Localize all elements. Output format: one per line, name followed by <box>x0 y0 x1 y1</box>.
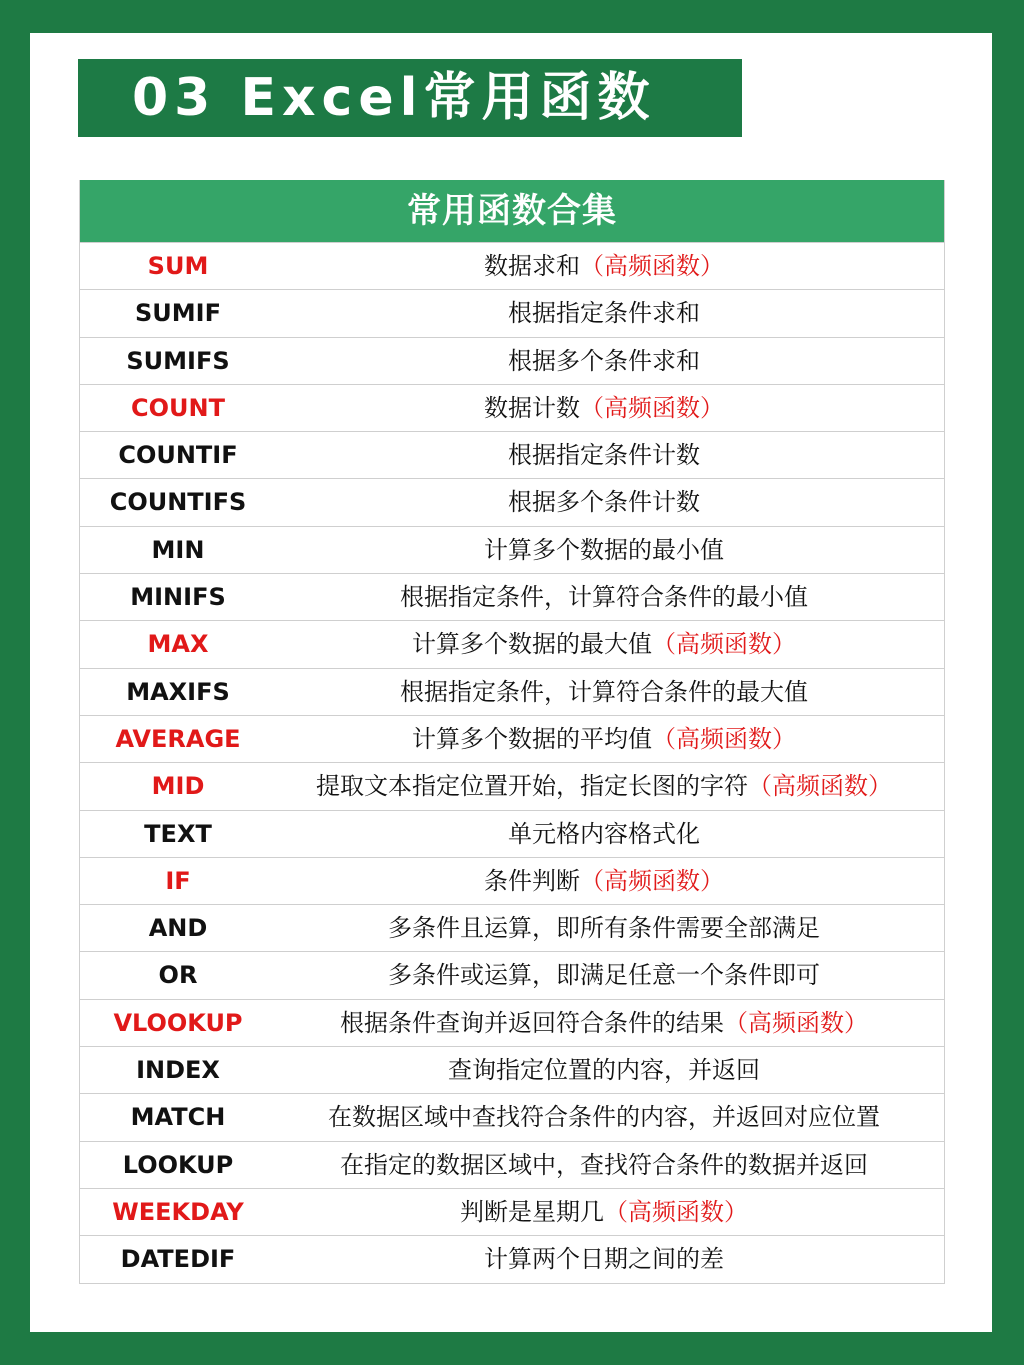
table-row <box>80 951 944 998</box>
description-text: 条件判断 <box>484 866 580 895</box>
function-name: WEEKDAY <box>112 1197 244 1226</box>
page-title: 03 Excel常用函数 <box>78 59 742 137</box>
table-row <box>80 526 944 573</box>
table-row <box>80 337 944 384</box>
function-name: DATEDIF <box>120 1245 236 1274</box>
function-name: SUMIF <box>135 299 221 328</box>
function-name: MINIFS <box>130 583 226 612</box>
function-name: MATCH <box>130 1103 226 1132</box>
function-description <box>276 338 944 384</box>
function-name: COUNT <box>131 393 225 422</box>
table-row <box>80 1188 944 1235</box>
function-description <box>276 385 944 431</box>
table-body <box>80 242 944 1283</box>
high-frequency-tag: （高频函数） <box>724 1008 868 1037</box>
description-text: 计算两个日期之间的差 <box>484 1245 724 1274</box>
description-text: 多条件或运算，即满足任意一个条件即可 <box>388 961 820 990</box>
description-text: 计算多个数据的最大值 <box>412 630 652 659</box>
high-frequency-tag: （高频函数） <box>580 252 724 280</box>
description-text: 计算多个数据的最小值 <box>484 535 724 564</box>
table-row <box>80 431 944 478</box>
table-row <box>80 715 944 762</box>
description-text: 多条件且运算，即所有条件需要全部满足 <box>388 914 820 943</box>
high-frequency-tag: （高频函数） <box>652 630 796 659</box>
description-text: 单元格内容格式化 <box>508 819 700 848</box>
function-description <box>276 905 944 951</box>
function-name: INDEX <box>136 1056 220 1085</box>
description-text: 在数据区域中查找符合条件的内容，并返回对应位置 <box>328 1103 880 1132</box>
table-row <box>80 573 944 620</box>
table-row <box>80 384 944 431</box>
description-text: 查询指定位置的内容，并返回 <box>448 1056 760 1085</box>
function-name: TEXT <box>144 819 212 848</box>
table-row <box>80 1046 944 1093</box>
function-table <box>79 180 945 1284</box>
function-description <box>276 574 944 620</box>
function-description <box>276 243 944 289</box>
function-description <box>276 621 944 667</box>
table-row <box>80 857 944 904</box>
function-description <box>276 479 944 525</box>
function-description <box>276 1047 944 1093</box>
function-description <box>276 1189 944 1235</box>
function-name: COUNTIF <box>118 441 238 470</box>
table-row <box>80 242 944 289</box>
function-name: SUM <box>147 252 209 280</box>
function-description <box>276 952 944 998</box>
description-text: 根据多个条件求和 <box>508 346 700 375</box>
function-name: AVERAGE <box>115 724 241 753</box>
table-row <box>80 1141 944 1188</box>
function-name: VLOOKUP <box>113 1008 243 1037</box>
table-row <box>80 289 944 336</box>
function-description <box>276 527 944 573</box>
function-name: IF <box>165 866 191 895</box>
high-frequency-tag: （高频函数） <box>580 393 724 422</box>
description-text: 根据条件查询并返回符合条件的结果 <box>340 1008 724 1037</box>
table-row <box>80 1235 944 1282</box>
description-text: 根据指定条件，计算符合条件的最小值 <box>400 583 808 612</box>
function-name: AND <box>148 914 208 943</box>
table-row <box>80 478 944 525</box>
function-name: MAX <box>147 630 209 659</box>
table-row <box>80 668 944 715</box>
function-description <box>276 716 944 762</box>
function-description <box>276 290 944 336</box>
table-row <box>80 999 944 1046</box>
table-row <box>80 810 944 857</box>
function-description <box>276 1236 944 1282</box>
function-name: OR <box>158 961 198 990</box>
function-name: LOOKUP <box>122 1150 234 1179</box>
function-name: MIN <box>151 535 205 564</box>
function-name: SUMIFS <box>126 346 230 375</box>
function-description <box>276 432 944 478</box>
table-header: 常用函数合集 <box>80 180 944 242</box>
description-text: 数据计数 <box>484 393 580 422</box>
description-text: 根据指定条件，计算符合条件的最大值 <box>400 677 808 706</box>
description-text: 根据指定条件计数 <box>508 441 700 470</box>
function-description <box>276 811 944 857</box>
function-name: MAXIFS <box>126 677 230 706</box>
description-text: 提取文本指定位置开始，指定长图的字符 <box>316 772 748 801</box>
table-row <box>80 904 944 951</box>
high-frequency-tag: （高频函数） <box>652 724 796 753</box>
description-text: 根据指定条件求和 <box>508 299 700 328</box>
content-card <box>30 33 992 1332</box>
function-description <box>276 1094 944 1140</box>
function-description <box>276 1142 944 1188</box>
function-name: MID <box>151 772 205 801</box>
high-frequency-tag: （高频函数） <box>748 772 892 801</box>
description-text: 判断是星期几 <box>460 1197 604 1226</box>
table-row <box>80 762 944 809</box>
function-description <box>276 858 944 904</box>
high-frequency-tag: （高频函数） <box>580 866 724 895</box>
function-description <box>276 1000 944 1046</box>
description-text: 在指定的数据区域中，查找符合条件的数据并返回 <box>340 1150 868 1179</box>
table-row <box>80 620 944 667</box>
description-text: 计算多个数据的平均值 <box>412 724 652 753</box>
function-name: COUNTIFS <box>109 488 247 517</box>
function-description <box>276 669 944 715</box>
high-frequency-tag: （高频函数） <box>604 1197 748 1226</box>
description-text: 根据多个条件计数 <box>508 488 700 517</box>
function-description <box>276 763 944 809</box>
description-text: 数据求和 <box>484 252 580 280</box>
table-row <box>80 1093 944 1140</box>
